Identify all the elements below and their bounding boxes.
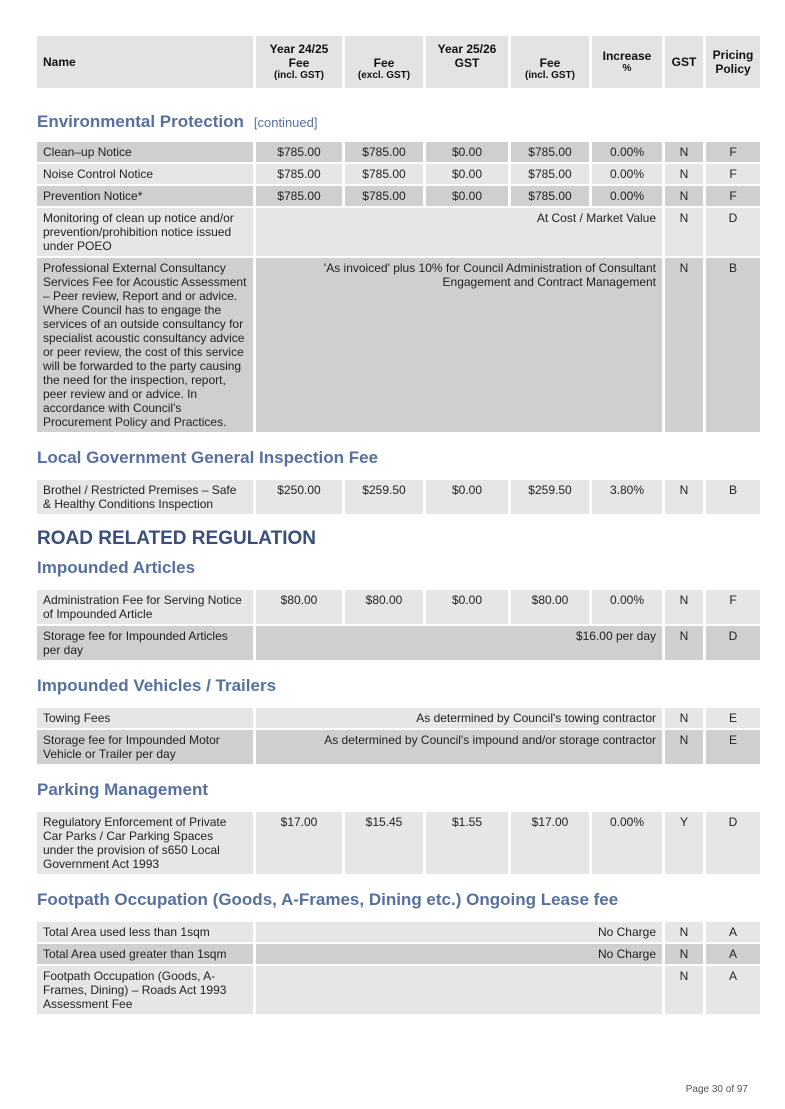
header-name: Name <box>37 36 253 88</box>
page-number: Page 30 of 97 <box>685 1084 748 1095</box>
table-row: Clean–up Notice $785.00 $785.00 $0.00 $785.00 0.00% N F <box>37 142 748 162</box>
header-pricing-policy: Pricing Policy <box>706 36 760 88</box>
fee-description: No Charge <box>256 944 662 964</box>
fee-description: No Charge <box>256 922 662 942</box>
fee-name: Prevention Notice* <box>37 186 253 206</box>
section-title-parking-management: Parking Management <box>37 780 208 799</box>
section-title-environmental-protection: Environmental Protection [continued] <box>37 112 318 131</box>
fee-name: Total Area used greater than 1sqm <box>37 944 253 964</box>
fee-name: Storage fee for Impounded Articles per day <box>37 626 253 660</box>
fee-name: Clean–up Notice <box>37 142 253 162</box>
header-fee-2425: Year 24/25 Fee (incl. GST) <box>256 36 342 88</box>
table-row: Towing Fees As determined by Council's towing contractor N E <box>37 708 748 728</box>
table-header <box>37 36 754 88</box>
table-row: Regulatory Enforcement of Private Car Parks / Car Parking Spaces under the provision of s650 Local Government Act 1993 $17.00 $15.45 $1.55 $17.00 0.00% Y D <box>37 812 748 874</box>
continued-label: [continued] <box>253 115 318 130</box>
fee-name: Towing Fees <box>37 708 253 728</box>
fee-description <box>256 966 662 1014</box>
fee-name: Footpath Occupation (Goods, A-Frames, Dining) – Roads Act 1993 Assessment Fee <box>37 966 253 1014</box>
header-fee-incl: Fee (incl. GST) <box>511 36 589 88</box>
table-row: Professional External Consultancy Services Fee for Acoustic Assessment – Peer review, Report and or advice. Where Council has to engage the services of an outside consultancy for specialist acoustic consultancy advice or peer review, the cost of this service will be forwarded to the party causing the need for the inspection, report, peer review and or advice. In accordance with Council's Procurement Policy and Practices. 'As invoiced' plus 10% for Council Administration of Consultant Engagement and Contract Management N B <box>37 258 748 432</box>
table-row: Administration Fee for Serving Notice of Impounded Article $80.00 $80.00 $0.00 $80.00 0.00% N F <box>37 590 748 624</box>
section-title-impounded-articles: Impounded Articles <box>37 558 196 577</box>
table-row: Monitoring of clean up notice and/or prevention/prohibition notice issued under POEO At Cost / Market Value N D <box>37 208 748 256</box>
fee-name: Professional External Consultancy Services Fee for Acoustic Assessment – Peer review, Report and or advice. Where Council has to engage the services of an outside consultancy for specialist acoustic consultancy advice or peer review, the cost of this service will be forwarded to the party causing the need for the inspection, report, peer review and or advice. In accordance with Council's Procurement Policy and Practices. <box>37 258 253 432</box>
fee-description: At Cost / Market Value <box>256 208 662 256</box>
table-row: Noise Control Notice $785.00 $785.00 $0.00 $785.00 0.00% N F <box>37 164 748 184</box>
table-row: Brothel / Restricted Premises – Safe & Healthy Conditions Inspection $250.00 $259.50 $0.00 $259.50 3.80% N B <box>37 480 748 514</box>
header-gst: GST <box>665 36 703 88</box>
table-row: Footpath Occupation (Goods, A-Frames, Dining) – Roads Act 1993 Assessment Fee N A <box>37 966 748 1014</box>
fee-description: 'As invoiced' plus 10% for Council Administration of Consultant Engagement and Contract Management <box>256 258 662 432</box>
header-year-2425: Year 24/25 <box>269 42 329 56</box>
fee-name: Regulatory Enforcement of Private Car Parks / Car Parking Spaces under the provision of s650 Local Government Act 1993 <box>37 812 253 874</box>
header-year-2526: Year 25/26 <box>437 42 497 56</box>
header-fee-excl: Fee (excl. GST) <box>345 36 423 88</box>
fee-name: Administration Fee for Serving Notice of Impounded Article <box>37 590 253 624</box>
header-gst-amount: Year 25/26 GST <box>426 36 508 88</box>
fee-schedule-page <box>37 36 754 1016</box>
fee-name: Brothel / Restricted Premises – Safe & Healthy Conditions Inspection <box>37 480 253 514</box>
fee-name: Monitoring of clean up notice and/or prevention/prohibition notice issued under POEO <box>37 208 253 256</box>
fee-description: As determined by Council's impound and/or storage contractor <box>256 730 662 764</box>
fee-name: Noise Control Notice <box>37 164 253 184</box>
fee-name: Total Area used less than 1sqm <box>37 922 253 942</box>
section-title-lgi-fee: Local Government General Inspection Fee <box>37 448 379 467</box>
section-title-footpath-occupation: Footpath Occupation (Goods, A-Frames, Dining etc.) Ongoing Lease fee <box>37 890 619 909</box>
table-row: Total Area used greater than 1sqm No Charge N A <box>37 944 748 964</box>
fee-name: Storage fee for Impounded Motor Vehicle or Trailer per day <box>37 730 253 764</box>
fee-description: As determined by Council's towing contractor <box>256 708 662 728</box>
table-row: Total Area used less than 1sqm No Charge N A <box>37 922 748 942</box>
header-increase: Increase % <box>592 36 662 88</box>
table-row: Storage fee for Impounded Motor Vehicle or Trailer per day As determined by Council's impound and/or storage contractor N E <box>37 730 748 764</box>
section-title-impounded-vehicles: Impounded Vehicles / Trailers <box>37 676 277 695</box>
table-row: Storage fee for Impounded Articles per day $16.00 per day N D <box>37 626 748 660</box>
section-title-road-related-regulation: ROAD RELATED REGULATION <box>37 528 317 549</box>
table-row: Prevention Notice* $785.00 $785.00 $0.00 $785.00 0.00% N F <box>37 186 748 206</box>
fee-description: $16.00 per day <box>256 626 662 660</box>
